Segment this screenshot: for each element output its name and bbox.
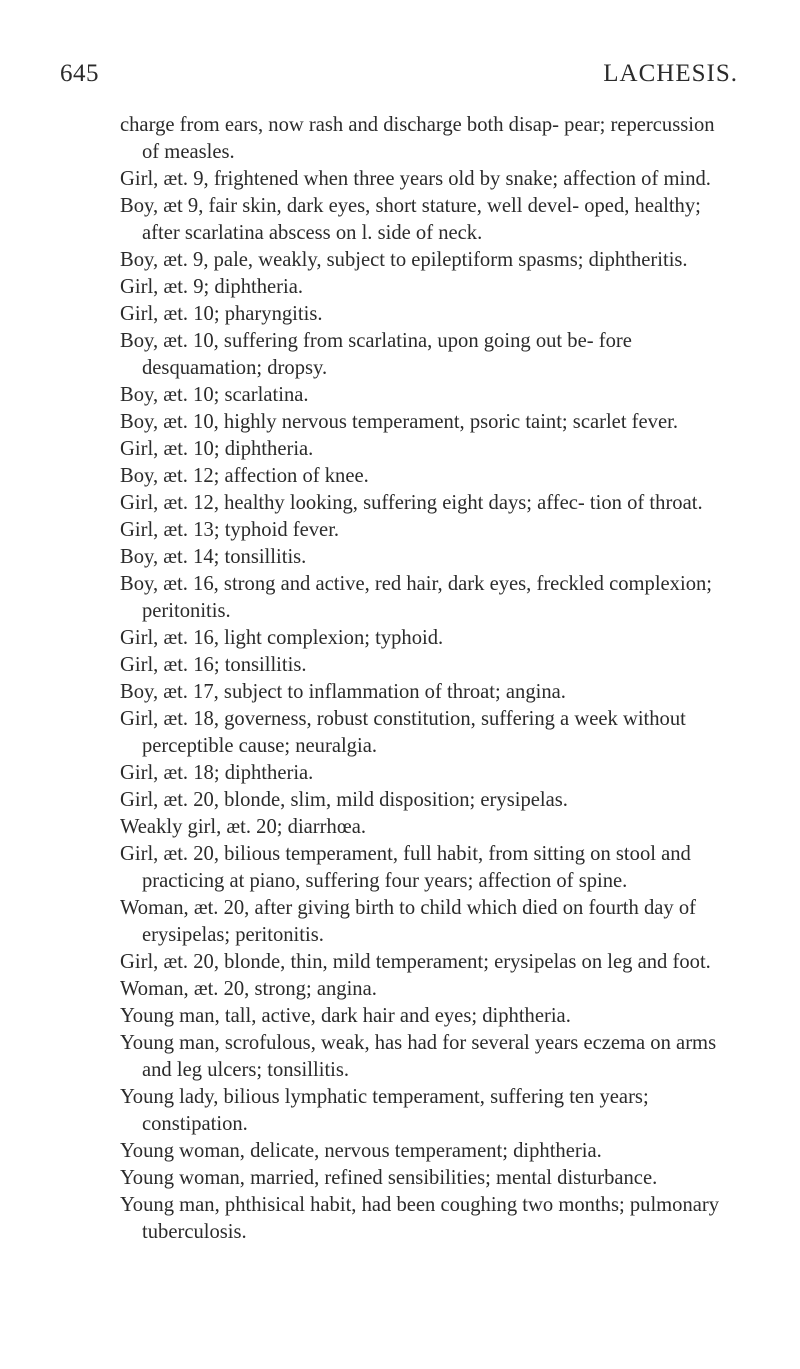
case-entry: Young woman, married, refined sensibilities; mental disturbance.	[120, 1167, 658, 1189]
page-number: 645	[60, 60, 99, 87]
page-header	[60, 60, 738, 100]
case-entry: Girl, æt. 12, healthy looking, suffering eight days; affec- tion of throat.	[120, 492, 703, 514]
running-head: LACHESIS.	[603, 60, 738, 87]
case-entry: Weakly girl, æt. 20; diarrhœa.	[120, 816, 366, 838]
case-entry: Boy, æt. 12; affection of knee.	[120, 465, 369, 487]
case-entry: Girl, æt. 18, governess, robust constitution, suffering a week without perceptible cause; neuralgia.	[120, 708, 686, 757]
case-entry: Young man, scrofulous, weak, has had for several years eczema on arms and leg ulcers; tonsillitis.	[120, 1032, 717, 1081]
case-entry: Boy, æt. 10, suffering from scarlatina, upon going out be- fore desquamation; dropsy.	[120, 330, 632, 379]
case-entry: Girl, æt. 20, blonde, slim, mild disposition; erysipelas.	[120, 789, 568, 811]
case-entry: Young man, tall, active, dark hair and eyes; diphtheria.	[120, 1005, 571, 1027]
case-entry: Girl, æt. 20, blonde, thin, mild temperament; erysipelas on leg and foot.	[120, 951, 711, 973]
case-entry: charge from ears, now rash and discharge both disap- pear; repercussion of measles.	[120, 114, 715, 163]
case-entry: Boy, æt. 17, subject to inflammation of throat; angina.	[120, 681, 566, 703]
case-entry: Boy, æt. 10; scarlatina.	[120, 384, 309, 406]
case-list	[120, 112, 736, 1246]
case-entry: Girl, æt. 9, frightened when three years old by snake; affection of mind.	[120, 168, 711, 190]
case-entry: Girl, æt. 10; diphtheria.	[120, 438, 314, 460]
case-entry: Girl, æt. 16; tonsillitis.	[120, 654, 307, 676]
case-entry: Boy, æt. 9, pale, weakly, subject to epileptiform spasms; diphtheritis.	[120, 249, 688, 271]
case-entry: Young lady, bilious lymphatic temperament, suffering ten years; constipation.	[120, 1086, 649, 1135]
case-entry: Boy, æt 9, fair skin, dark eyes, short stature, well devel- oped, healthy; after scarlatina abscess on l. side of neck.	[120, 195, 701, 244]
case-entry: Girl, æt. 10; pharyngitis.	[120, 303, 323, 325]
case-entry: Girl, æt. 13; typhoid fever.	[120, 519, 340, 541]
case-entry: Boy, æt. 16, strong and active, red hair, dark eyes, freckled complexion; peritonitis.	[120, 573, 713, 622]
case-entry: Young man, phthisical habit, had been coughing two months; pulmonary tuberculosis.	[120, 1194, 720, 1243]
case-entry: Girl, æt. 16, light complexion; typhoid.	[120, 627, 444, 649]
case-entry: Boy, æt. 14; tonsillitis.	[120, 546, 307, 568]
case-entry: Boy, æt. 10, highly nervous temperament, psoric taint; scarlet fever.	[120, 411, 678, 433]
case-entry: Woman, æt. 20, after giving birth to child which died on fourth day of erysipelas; peritonitis.	[120, 897, 697, 946]
case-entry: Girl, æt. 9; diphtheria.	[120, 276, 304, 298]
case-entry: Girl, æt. 20, bilious temperament, full habit, from sitting on stool and practicing at piano, suffering four years; affection of spine.	[120, 843, 691, 892]
case-entry: Girl, æt. 18; diphtheria.	[120, 762, 314, 784]
case-entry: Woman, æt. 20, strong; angina.	[120, 978, 377, 1000]
case-entry: Young woman, delicate, nervous temperament; diphtheria.	[120, 1140, 602, 1162]
